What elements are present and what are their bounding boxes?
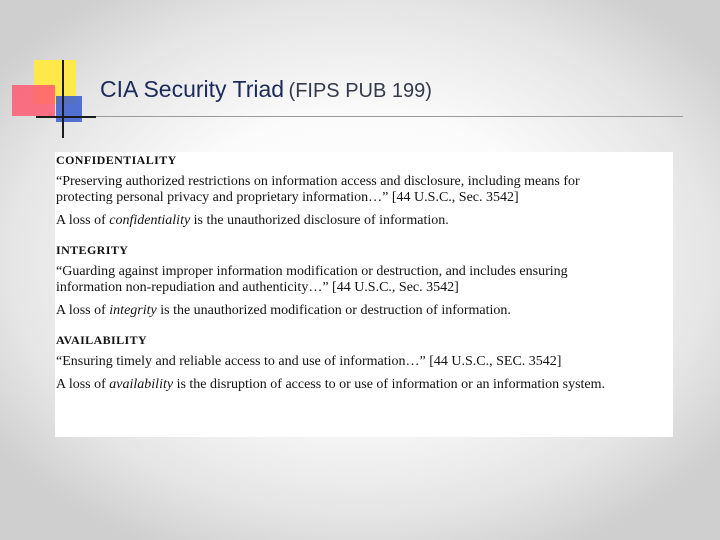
loss-statement	[56, 303, 673, 319]
loss-prefix: A loss of	[56, 303, 110, 318]
title-underline	[96, 116, 683, 117]
section-heading: INTEGRITY	[56, 243, 129, 257]
loss-statement	[56, 377, 673, 393]
decor-blue-square	[56, 96, 82, 122]
section-integrity	[56, 243, 673, 319]
loss-statement	[56, 213, 673, 229]
section-heading: AVAILABILITY	[56, 333, 148, 347]
decor-vertical-line	[62, 60, 64, 138]
title-main: CIA Security Triad	[100, 76, 285, 102]
quote-line: information non-repudiation and authenticity…” [44 U.S.C., Sec. 3542]	[56, 280, 459, 295]
section-confidentiality	[56, 153, 673, 229]
quote-line: “Ensuring timely and reliable access to and use of information…” [44 U.S.C., SEC. 3542]	[56, 354, 562, 369]
document-excerpt	[55, 152, 673, 437]
quote-line: protecting personal privacy and proprietary information…” [44 U.S.C., Sec. 3542]	[56, 190, 519, 205]
loss-suffix: is the disruption of access to or use of information or an information system.	[173, 377, 606, 392]
slide-title	[100, 78, 432, 101]
loss-term: availability	[109, 377, 174, 392]
quote-line: “Preserving authorized restrictions on information access and disclosure, including means for	[56, 174, 580, 189]
loss-term: integrity	[109, 303, 157, 318]
section-availability	[56, 333, 673, 393]
section-quote	[56, 354, 673, 370]
loss-term: confidentiality	[109, 213, 191, 228]
section-quote	[56, 264, 673, 296]
title-subtitle: (FIPS PUB 199)	[288, 80, 432, 102]
loss-suffix: is the unauthorized disclosure of information.	[190, 213, 449, 228]
decor-horizontal-line	[36, 116, 96, 118]
decor-red-square	[12, 85, 55, 116]
section-quote	[56, 174, 673, 206]
loss-prefix: A loss of	[56, 213, 110, 228]
quote-line: “Guarding against improper information modification or destruction, and includes ensuring	[56, 264, 568, 279]
section-heading: CONFIDENTIALITY	[56, 153, 177, 167]
loss-suffix: is the unauthorized modification or destruction of information.	[156, 303, 511, 318]
loss-prefix: A loss of	[56, 377, 110, 392]
